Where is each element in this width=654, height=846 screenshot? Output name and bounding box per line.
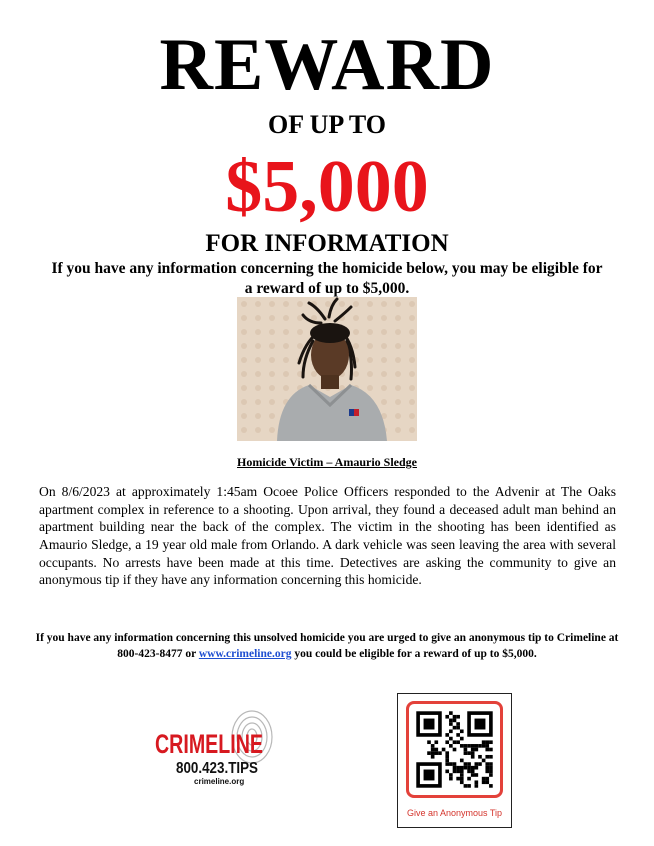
reward-amount: $5,000 [225, 146, 429, 228]
photo-caption: Homicide Victim – Amaurio Sledge [237, 455, 417, 469]
logo-site: crimeline.org [194, 777, 245, 786]
logo-phone: 800.423.TIPS [176, 760, 259, 777]
crimeline-website-link[interactable]: www.crimeline.org [198, 648, 292, 661]
qr-code-icon [409, 704, 500, 795]
reward-heading: REWARD [159, 24, 495, 106]
footer-text-before: If you have any information concerning this unsolved homicide you are urged to give an anonymous tip to Crimeline at 800-423-8477 or [35, 632, 619, 661]
for-information-heading: FOR INFORMATION [205, 230, 449, 257]
incident-description: On 8/6/2023 at approximately 1:45am Ocoee Police Officers responded to the Advenir at The Oaks apartment complex in reference to a shooting. Upon arrival, they found a deceased adult man behind an apartment building near the back of the complex. The victim in the shooting has been identified as Amaurio Sledge, a 19 year old male from Orlando. A dark vehicle was seen leaving the area with several occupants. No arrests have been made at this time. Detectives are asking the community to give an anonymous tip if they have any information concerning this homicide. [39, 484, 616, 588]
footer-text-after: you could be eligible for a reward of up to $5,000. [291, 648, 537, 661]
qr-code-card[interactable] [397, 693, 512, 828]
footer-tip-text [30, 630, 624, 662]
intro-text: If you have any information concerning the homicide below, you may be eligible for a reward of up to $5,000. [51, 260, 603, 298]
victim-photo-image [237, 297, 417, 441]
qr-code-label: Give an Anonymous Tip [406, 808, 503, 818]
qr-code-frame [406, 701, 503, 798]
victim-photo [237, 297, 417, 441]
up-to-subheading: OF UP TO [268, 110, 386, 139]
crimeline-logo [150, 705, 280, 790]
logo-name: CRIMELINE [155, 729, 263, 759]
crimeline-logo-graphic [150, 705, 280, 790]
